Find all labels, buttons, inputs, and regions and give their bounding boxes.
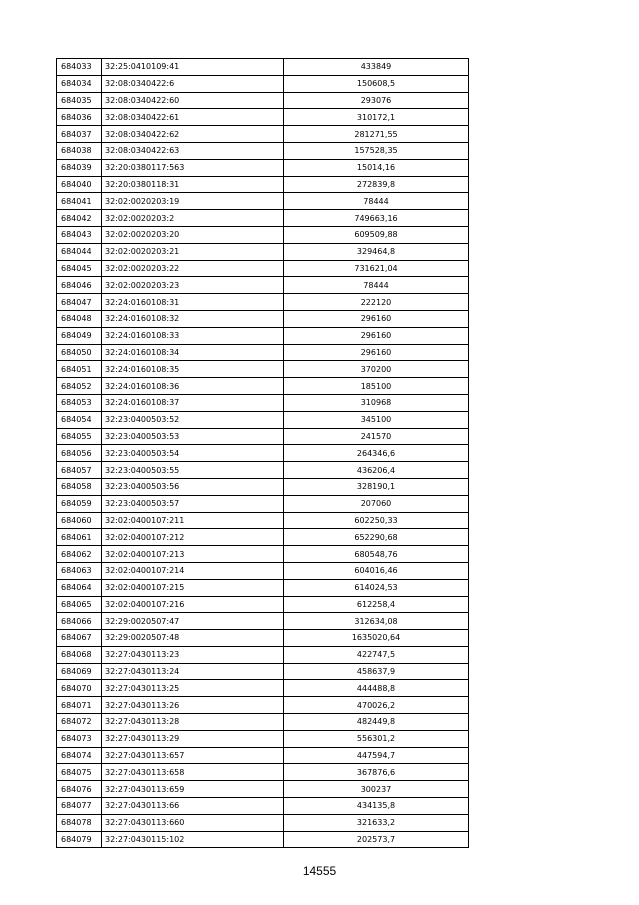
row-id-cell: 684049 (57, 327, 102, 344)
table-row (57, 462, 469, 479)
row-id-cell: 684053 (57, 394, 102, 411)
row-id-cell: 684039 (57, 159, 102, 176)
cadastral-number-cell: 32:27:0430113:29 (102, 730, 284, 747)
value-cell: 612258,4 (284, 596, 469, 613)
table-row (57, 243, 469, 260)
row-id-cell: 684055 (57, 428, 102, 445)
table-row (57, 260, 469, 277)
cadastral-number-cell: 32:02:0020203:21 (102, 243, 284, 260)
value-cell: 310968 (284, 394, 469, 411)
value-cell: 602250,33 (284, 512, 469, 529)
cadastral-number-cell: 32:02:0400107:214 (102, 562, 284, 579)
cadastral-number-cell: 32:20:0380118:31 (102, 176, 284, 193)
cadastral-number-cell: 32:08:0340422:62 (102, 126, 284, 143)
cadastral-number-cell: 32:24:0160108:36 (102, 378, 284, 395)
row-id-cell: 684062 (57, 546, 102, 563)
row-id-cell: 684051 (57, 361, 102, 378)
row-id-cell: 684079 (57, 831, 102, 848)
table-row (57, 529, 469, 546)
cadastral-number-cell: 32:08:0340422:60 (102, 92, 284, 109)
row-id-cell: 684061 (57, 529, 102, 546)
cadastral-number-cell: 32:02:0400107:216 (102, 596, 284, 613)
cadastral-number-cell: 32:24:0160108:37 (102, 394, 284, 411)
row-id-cell: 684041 (57, 193, 102, 210)
row-id-cell: 684069 (57, 663, 102, 680)
cadastral-number-cell: 32:02:0400107:213 (102, 546, 284, 563)
cadastral-number-cell: 32:23:0400503:57 (102, 495, 284, 512)
row-id-cell: 684073 (57, 730, 102, 747)
value-cell: 609509,88 (284, 226, 469, 243)
table-row (57, 646, 469, 663)
value-cell: 312634,08 (284, 613, 469, 630)
cadastral-number-cell: 32:23:0400503:55 (102, 462, 284, 479)
cadastral-number-cell: 32:29:0020507:47 (102, 613, 284, 630)
value-cell: 272839,8 (284, 176, 469, 193)
cadastral-number-cell: 32:23:0400503:54 (102, 445, 284, 462)
cadastral-number-cell: 32:24:0160108:33 (102, 327, 284, 344)
row-id-cell: 684078 (57, 814, 102, 831)
table-body (57, 59, 469, 848)
table-row (57, 562, 469, 579)
table-row (57, 495, 469, 512)
row-id-cell: 684047 (57, 294, 102, 311)
value-cell: 652290,68 (284, 529, 469, 546)
table-row (57, 714, 469, 731)
row-id-cell: 684075 (57, 764, 102, 781)
row-id-cell: 684076 (57, 781, 102, 798)
table-row (57, 428, 469, 445)
table-row (57, 579, 469, 596)
row-id-cell: 684038 (57, 142, 102, 159)
cadastral-number-cell: 32:23:0400503:52 (102, 411, 284, 428)
row-id-cell: 684043 (57, 226, 102, 243)
table-row (57, 546, 469, 563)
cadastral-number-cell: 32:08:0340422:6 (102, 75, 284, 92)
row-id-cell: 684050 (57, 344, 102, 361)
cadastral-number-cell: 32:02:0400107:215 (102, 579, 284, 596)
row-id-cell: 684056 (57, 445, 102, 462)
row-id-cell: 684065 (57, 596, 102, 613)
value-cell: 207060 (284, 495, 469, 512)
cadastral-number-cell: 32:27:0430113:660 (102, 814, 284, 831)
row-id-cell: 684036 (57, 109, 102, 126)
value-cell: 300237 (284, 781, 469, 798)
table-row (57, 210, 469, 227)
value-cell: 296160 (284, 344, 469, 361)
table-row (57, 814, 469, 831)
value-cell: 15014,16 (284, 159, 469, 176)
cadastral-number-cell: 32:24:0160108:31 (102, 294, 284, 311)
value-cell: 556301,2 (284, 730, 469, 747)
table-row (57, 310, 469, 327)
cadastral-number-cell: 32:08:0340422:63 (102, 142, 284, 159)
row-id-cell: 684033 (57, 59, 102, 76)
value-cell: 281271,55 (284, 126, 469, 143)
table-row (57, 109, 469, 126)
value-cell: 370200 (284, 361, 469, 378)
cadastral-number-cell: 32:23:0400503:53 (102, 428, 284, 445)
row-id-cell: 684063 (57, 562, 102, 579)
value-cell: 202573,7 (284, 831, 469, 848)
cadastral-number-cell: 32:08:0340422:61 (102, 109, 284, 126)
cadastral-number-cell: 32:27:0430115:102 (102, 831, 284, 848)
table-row (57, 126, 469, 143)
cadastral-number-cell: 32:02:0020203:19 (102, 193, 284, 210)
cadastral-number-cell: 32:25:0410109:41 (102, 59, 284, 76)
value-cell: 422747,5 (284, 646, 469, 663)
row-id-cell: 684037 (57, 126, 102, 143)
table-row (57, 764, 469, 781)
table-row (57, 831, 469, 848)
value-cell: 293076 (284, 92, 469, 109)
table-row (57, 361, 469, 378)
cadastral-number-cell: 32:27:0430113:66 (102, 798, 284, 815)
cadastral-number-cell: 32:02:0020203:22 (102, 260, 284, 277)
value-cell: 328190,1 (284, 478, 469, 495)
table-row (57, 277, 469, 294)
cadastral-number-cell: 32:20:0380117:563 (102, 159, 284, 176)
table-row (57, 747, 469, 764)
table-row (57, 781, 469, 798)
page-number: 14555 (302, 864, 337, 878)
cadastral-number-cell: 32:27:0430113:23 (102, 646, 284, 663)
table-row (57, 344, 469, 361)
row-id-cell: 684045 (57, 260, 102, 277)
table-row (57, 478, 469, 495)
cadastral-number-cell: 32:27:0430113:25 (102, 680, 284, 697)
value-cell: 444488,8 (284, 680, 469, 697)
value-cell: 321633,2 (284, 814, 469, 831)
value-cell: 436206,4 (284, 462, 469, 479)
table-row (57, 142, 469, 159)
value-cell: 470026,2 (284, 697, 469, 714)
table-row (57, 596, 469, 613)
cadastral-number-cell: 32:24:0160108:34 (102, 344, 284, 361)
value-cell: 157528,35 (284, 142, 469, 159)
row-id-cell: 684071 (57, 697, 102, 714)
row-id-cell: 684066 (57, 613, 102, 630)
value-cell: 150608,5 (284, 75, 469, 92)
value-cell: 296160 (284, 310, 469, 327)
value-cell: 78444 (284, 277, 469, 294)
row-id-cell: 684058 (57, 478, 102, 495)
cadastral-number-cell: 32:02:0400107:211 (102, 512, 284, 529)
row-id-cell: 684060 (57, 512, 102, 529)
table-row (57, 445, 469, 462)
cadastral-number-cell: 32:24:0160108:32 (102, 310, 284, 327)
row-id-cell: 684035 (57, 92, 102, 109)
row-id-cell: 684046 (57, 277, 102, 294)
row-id-cell: 684040 (57, 176, 102, 193)
value-cell: 1635020,64 (284, 630, 469, 647)
cadastral-number-cell: 32:23:0400503:56 (102, 478, 284, 495)
table-row (57, 680, 469, 697)
row-id-cell: 684034 (57, 75, 102, 92)
table-row (57, 75, 469, 92)
table-row (57, 378, 469, 395)
value-cell: 345100 (284, 411, 469, 428)
value-cell: 185100 (284, 378, 469, 395)
table-row (57, 159, 469, 176)
value-cell: 749663,16 (284, 210, 469, 227)
row-id-cell: 684077 (57, 798, 102, 815)
value-cell: 482449,8 (284, 714, 469, 731)
table-row (57, 613, 469, 630)
value-cell: 296160 (284, 327, 469, 344)
row-id-cell: 684070 (57, 680, 102, 697)
row-id-cell: 684044 (57, 243, 102, 260)
table-row (57, 294, 469, 311)
table-row (57, 798, 469, 815)
row-id-cell: 684072 (57, 714, 102, 731)
row-id-cell: 684054 (57, 411, 102, 428)
row-id-cell: 684067 (57, 630, 102, 647)
cadastral-number-cell: 32:02:0020203:2 (102, 210, 284, 227)
cadastral-number-cell: 32:27:0430113:659 (102, 781, 284, 798)
table-row (57, 193, 469, 210)
cadastral-number-cell: 32:02:0020203:20 (102, 226, 284, 243)
value-cell: 264346,6 (284, 445, 469, 462)
cadastral-number-cell: 32:27:0430113:24 (102, 663, 284, 680)
value-cell: 433849 (284, 59, 469, 76)
table-row (57, 512, 469, 529)
cadastral-number-cell: 32:02:0400107:212 (102, 529, 284, 546)
table-row (57, 394, 469, 411)
row-id-cell: 684059 (57, 495, 102, 512)
table-row (57, 697, 469, 714)
value-cell: 680548,76 (284, 546, 469, 563)
value-cell: 222120 (284, 294, 469, 311)
value-cell: 447594,7 (284, 747, 469, 764)
cadastral-number-cell: 32:27:0430113:658 (102, 764, 284, 781)
table-row (57, 730, 469, 747)
cadastral-number-cell: 32:27:0430113:28 (102, 714, 284, 731)
cadastral-number-cell: 32:27:0430113:26 (102, 697, 284, 714)
row-id-cell: 684064 (57, 579, 102, 596)
table-row (57, 663, 469, 680)
table-row (57, 630, 469, 647)
value-cell: 367876,6 (284, 764, 469, 781)
table-row (57, 226, 469, 243)
data-table (56, 58, 469, 848)
value-cell: 434135,8 (284, 798, 469, 815)
cadastral-number-cell: 32:02:0020203:23 (102, 277, 284, 294)
row-id-cell: 684052 (57, 378, 102, 395)
table-row (57, 411, 469, 428)
cadastral-number-cell: 32:29:0020507:48 (102, 630, 284, 647)
value-cell: 78444 (284, 193, 469, 210)
value-cell: 458637,9 (284, 663, 469, 680)
value-cell: 614024,53 (284, 579, 469, 596)
cadastral-number-cell: 32:24:0160108:35 (102, 361, 284, 378)
value-cell: 329464,8 (284, 243, 469, 260)
row-id-cell: 684042 (57, 210, 102, 227)
table-row (57, 176, 469, 193)
value-cell: 241570 (284, 428, 469, 445)
row-id-cell: 684048 (57, 310, 102, 327)
row-id-cell: 684068 (57, 646, 102, 663)
value-cell: 731621,04 (284, 260, 469, 277)
table-row (57, 92, 469, 109)
row-id-cell: 684074 (57, 747, 102, 764)
value-cell: 604016,46 (284, 562, 469, 579)
cadastral-number-cell: 32:27:0430113:657 (102, 747, 284, 764)
row-id-cell: 684057 (57, 462, 102, 479)
value-cell: 310172,1 (284, 109, 469, 126)
table-row (57, 327, 469, 344)
table-row (57, 59, 469, 76)
